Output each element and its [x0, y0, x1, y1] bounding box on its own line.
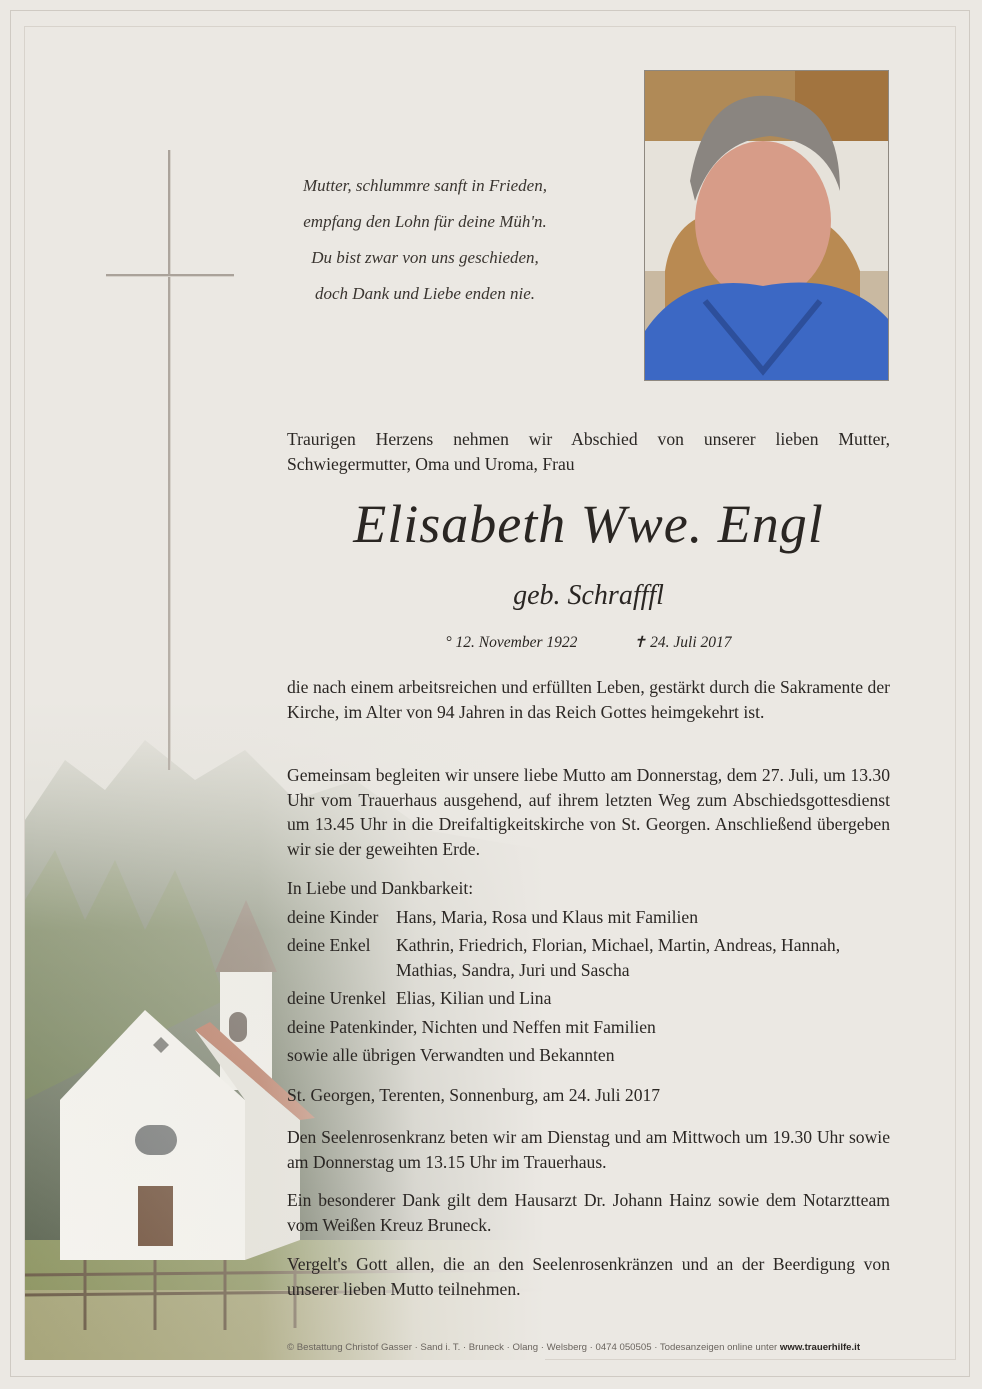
paragraph-funeral: Gemeinsam begleiten wir unsere liebe Mutto am Donnerstag, dem 27. Juli, um 13.30 Uhr vom Trauerhaus ausgehend, auf ihrem letzten Weg zum Abschiedsgottesdienst um 13.45 Uhr in die Dreifaltigkeitskirche von St. Georgen. Anschließend übergeben wir sie der geweihten Erde.: [287, 765, 890, 859]
intro-text: Traurigen Herzens nehmen wir Abschied von unserer lieben Mutter, Schwiegermutter, Oma und Uroma, Frau: [287, 429, 890, 474]
poem-line: doch Dank und Liebe enden nie.: [315, 284, 535, 303]
family-row: [287, 933, 890, 982]
maiden-name: geb. Schrafffl: [513, 580, 664, 611]
footer: [287, 1342, 937, 1353]
family-value: Hans, Maria, Rosa und Klaus mit Familien: [396, 906, 698, 927]
life-dates: [287, 633, 890, 652]
family-label: deine Urenkel: [287, 988, 387, 1008]
footer-text: © Bestattung Christof Gasser · Sand i. T. · Bruneck · Olang · Welsberg · 0474 050505 · Todesanzeigen online unter: [287, 1342, 778, 1353]
paragraph-rosary: Den Seelenrosenkranz beten wir am Dienstag und am Mittwoch um 19.30 Uhr sowie am Donnerstag um 13.15 Uhr im Trauerhaus.: [287, 1127, 890, 1172]
poem-line: Mutter, schlummre sanft in Frieden,: [303, 176, 547, 195]
deceased-name: Elisabeth Wwe. Engl: [353, 494, 824, 554]
family-value: Kathrin, Friedrich, Florian, Michael, Martin, Andreas, Hannah, Mathias, Sandra, Juri und Sascha: [396, 935, 841, 980]
family-line-others: sowie alle übrigen Verwandten und Bekannten: [287, 1045, 615, 1065]
paragraph-closing: Vergelt's Gott allen, die an den Seelenrosenkränzen und an der Beerdigung von unserer lieben Mutto teilnehmen.: [287, 1254, 890, 1299]
portrait-photo: [644, 70, 889, 381]
family-label: deine Enkel: [287, 935, 371, 955]
cross-horizontal-bar: [106, 274, 234, 276]
birth-date: ° 12. November 1922: [445, 634, 578, 651]
poem-line: Du bist zwar von uns geschieden,: [311, 248, 539, 267]
footer-link[interactable]: www.trauerhilfe.it: [779, 1342, 861, 1353]
family-heading: In Liebe und Dankbarkeit:: [287, 878, 474, 898]
death-date: ✝ 24. Juli 2017: [633, 634, 732, 651]
poem: [260, 168, 590, 312]
family-label: deine Kinder: [287, 906, 379, 927]
family-list: [287, 876, 890, 1068]
family-row: [287, 905, 890, 930]
paragraph-life: die nach einem arbeitsreichen und erfüllten Leben, gestärkt durch die Sakramente der Kirche, im Alter von 94 Jahren in das Reich Gottes heimgekehrt ist.: [287, 677, 890, 722]
paragraph-thanks: Ein besonderer Dank gilt dem Hausarzt Dr. Johann Hainz sowie dem Notarztteam vom Weißen Kreuz Bruneck.: [287, 1190, 890, 1235]
family-line-patenkinder: deine Patenkinder, Nichten und Neffen mit Familien: [287, 1016, 656, 1037]
family-value: Elias, Kilian und Lina: [396, 988, 552, 1008]
cross-vertical-bar: [168, 150, 170, 770]
place-date: St. Georgen, Terenten, Sonnenburg, am 24. Juli 2017: [287, 1085, 661, 1105]
poem-line: empfang den Lohn für deine Müh'n.: [303, 212, 547, 231]
family-row: [287, 986, 890, 1011]
portrait-image: [645, 71, 889, 381]
